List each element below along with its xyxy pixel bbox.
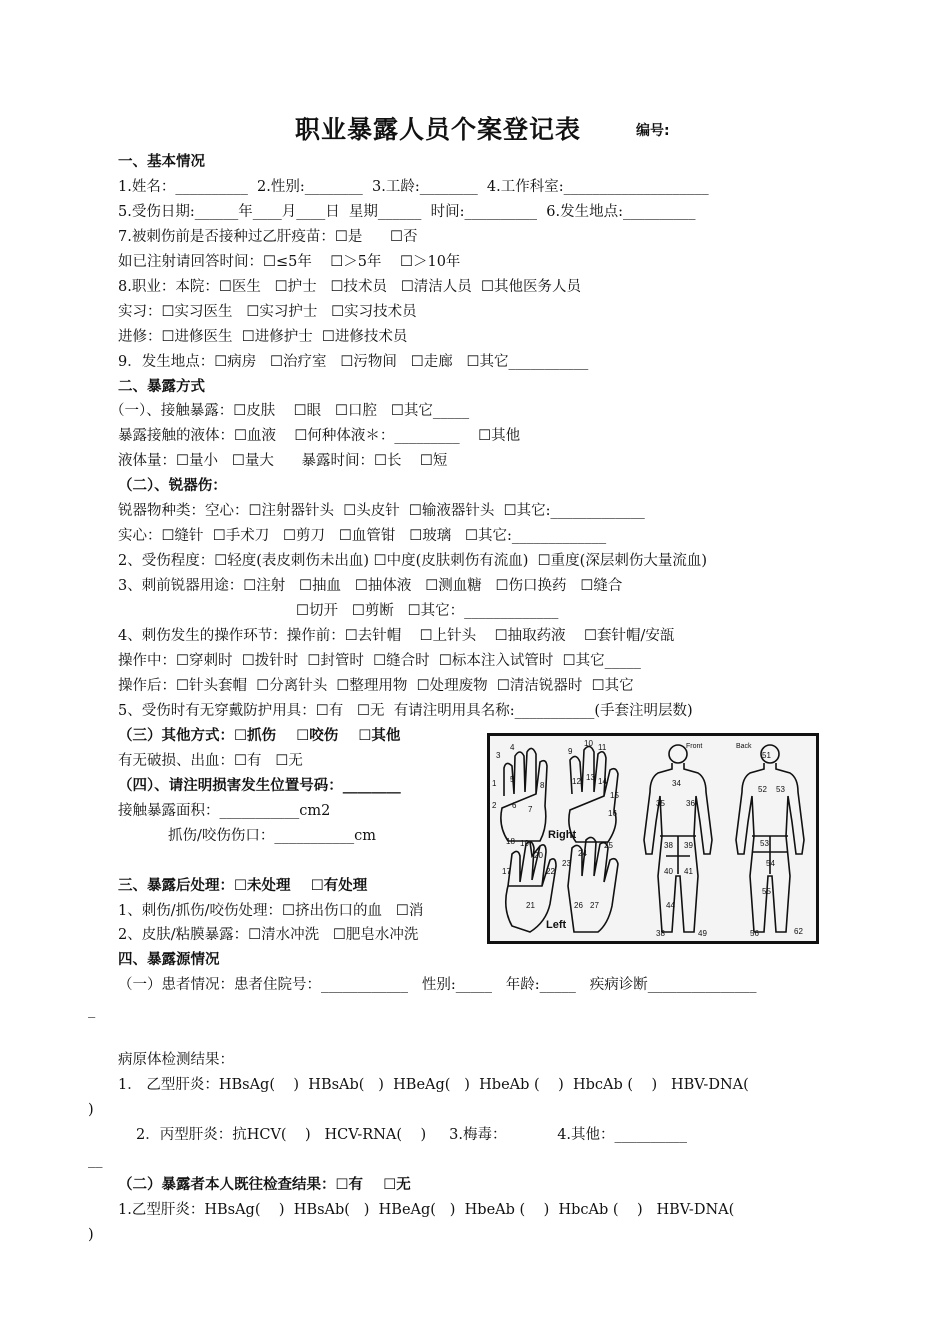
front-body-outline <box>644 745 712 932</box>
hand-label: 13 <box>586 773 595 782</box>
hand-label: 4 <box>510 743 515 752</box>
hand-label: 11 <box>598 743 607 752</box>
form-line: 2、皮肤/粘膜暴露：☐清水冲洗 ☐肥皂水冲洗 <box>118 927 419 943</box>
form-line: （四）、请注明损害发生位置号码：________ <box>118 778 401 794</box>
body-label: 55 <box>762 887 771 896</box>
form-line: ) <box>88 1102 94 1118</box>
back-body-outline <box>736 745 804 932</box>
form-line: （二）、锐器伤： <box>118 478 227 494</box>
form-line: 9．发生地点：☐病房 ☐治疗室 ☐污物间 ☐走廊 ☐其它___________ <box>118 354 589 370</box>
body-label: 53 <box>776 785 785 794</box>
form-line: _ <box>88 1002 96 1018</box>
left-hand <box>506 837 618 932</box>
body-label: 38 <box>656 929 665 938</box>
form-line: ☐切开 ☐剪断 ☐其它：_____________ <box>296 603 559 619</box>
form-line: （三）其他方式：☐抓伤 ☐咬伤 ☐其他 <box>118 728 401 744</box>
hand-label: 24 <box>578 849 587 858</box>
body-label: 51 <box>762 751 771 760</box>
hand-label: 22 <box>546 867 555 876</box>
form-line: 三、暴露后处理：☐未处理 ☐有处理 <box>118 878 368 894</box>
body-label: 38 <box>664 841 673 850</box>
form-line: 进修：☐进修医生 ☐进修护士 ☐进修技术员 <box>118 329 408 345</box>
form-line: 8.职业：本院：☐医生 ☐护士 ☐技术员 ☐清洁人员 ☐其他医务人员 <box>118 279 582 295</box>
hand-label: 26 <box>574 901 583 910</box>
body-map-svg <box>490 736 816 941</box>
serial-number-label: 编号: <box>636 123 670 139</box>
hand-label: 19 <box>520 839 529 848</box>
hand-label: 12 <box>572 777 581 786</box>
body-location-diagram <box>487 733 819 944</box>
hand-label: 9 <box>568 747 573 756</box>
form-line: 2．丙型肝炎：抗HCV( ) HCV-RNA( ) 3.梅毒： 4.其他：__________ <box>136 1127 688 1143</box>
hand-label: 23 <box>562 859 571 868</box>
hand-label: 3 <box>496 751 501 760</box>
form-line: （一）患者情况：患者住院号：____________ 性别:_____ 年龄:_____ 疾病诊断_______________ <box>118 977 757 993</box>
form-line: 操作中：☐穿刺时 ☐拨针时 ☐封管时 ☐缝合时 ☐标本注入试管时 ☐其它_____ <box>118 653 641 669</box>
hand-label: 6 <box>512 801 517 810</box>
hand-label: 14 <box>598 777 607 786</box>
front-label: Front <box>686 743 703 750</box>
body-label: 41 <box>684 867 693 876</box>
hand-label: 2 <box>492 801 497 810</box>
left-hand-label: Left <box>546 919 567 931</box>
right-hand-label: Right <box>548 829 577 841</box>
form-line: 7.被刺伤前是否接种过乙肝疫苗：☐是 ☐否 <box>118 229 418 245</box>
form-line: 锐器物种类：空心：☐注射器针头 ☐头皮针 ☐输液器针头 ☐其它:_____________ <box>118 503 645 519</box>
hand-label: 7 <box>528 805 533 814</box>
form-line: 暴露接触的液体：☐血液 ☐何种体液＊：_________ ☐其他 <box>118 428 521 444</box>
hand-label: 27 <box>590 901 599 910</box>
form-line: 实习：☐实习医生 ☐实习护士 ☐实习技术员 <box>118 304 417 320</box>
body-label: 56 <box>750 929 759 938</box>
form-line: 实心：☐缝针 ☐手术刀 ☐剪刀 ☐血管钳 ☐玻璃 ☐其它:_____________ <box>118 528 607 544</box>
body-label: 62 <box>794 927 803 936</box>
form-line: （一）、接触暴露：☐皮肤 ☐眼 ☐口腔 ☐其它_____ <box>110 403 470 419</box>
body-label: 36 <box>686 799 695 808</box>
body-label: 34 <box>672 779 681 788</box>
form-line: 5.受伤日期:______年____月____日 星期______ 时间:__________ 6.发生地点:__________ <box>118 204 696 220</box>
form-line: 液体量：☐量小 ☐量大 暴露时间：☐长 ☐短 <box>118 453 448 469</box>
form-line: 5、受伤时有无穿戴防护用具：☐有 ☐无 有请注明用具名称:___________(手套注明层数) <box>118 703 693 719</box>
form-line: 病原体检测结果： <box>118 1052 234 1068</box>
form-line: 1、刺伤/抓伤/咬伤处理：☐挤出伤口的血 ☐消 <box>118 903 424 919</box>
hand-label: 5 <box>510 775 515 784</box>
hand-label: 20 <box>534 851 543 860</box>
body-label: 54 <box>766 859 775 868</box>
form-line: 1.姓名：__________ 2.性别:________ 3.工龄:________ 4.工作科室:____________________ <box>118 179 709 195</box>
form-line: （二）暴露者本人既往检查结果：☐有 ☐无 <box>118 1177 411 1193</box>
form-line: 4、刺伤发生的操作环节：操作前：☐去针帽 ☐上针头 ☐抽取药液 ☐套针帽/安瓿 <box>118 628 675 644</box>
body-label: 53 <box>760 839 769 848</box>
hand-label: 21 <box>526 901 535 910</box>
hand-label: 25 <box>604 841 613 850</box>
hand-label: 17 <box>502 867 511 876</box>
body-label: 52 <box>758 785 767 794</box>
form-line: 如已注射请回答时间：☐≤5年 ☐＞5年 ☐＞10年 <box>118 254 461 270</box>
hand-label: 18 <box>506 837 515 846</box>
body-label: 44 <box>666 901 675 910</box>
page-title: 职业暴露人员个案登记表 <box>295 115 582 144</box>
hand-label: 16 <box>608 809 617 818</box>
back-label: Back <box>736 743 752 750</box>
form-line: 抓伤/咬伤伤口：___________cm <box>168 828 377 844</box>
form-line: 接触暴露面积：___________cm2 <box>118 803 331 819</box>
hand-label: 1 <box>492 779 497 788</box>
form-line: 二、暴露方式 <box>118 379 205 395</box>
form-line: 2、受伤程度：☐轻度(表皮刺伤未出血) ☐中度(皮肤刺伤有流血) ☐重度(深层刺伤大量流血) <box>118 553 707 569</box>
body-label: 39 <box>684 841 693 850</box>
form-line: 有无破损、出血：☐有 ☐无 <box>118 753 303 769</box>
form-line: 操作后：☐针头套帽 ☐分离针头 ☐整理用物 ☐处理废物 ☐清洁锐器时 ☐其它 <box>118 678 634 694</box>
form-line: 3、刺前锐器用途：☐注射 ☐抽血 ☐抽体液 ☐测血糖 ☐伤口换药 ☐缝合 <box>118 578 623 594</box>
form-line: 1． 乙型肝炎：HBsAg( ) HBsAb( ) HBeAg( ) HbeAb ( ) HbcAb ( ) HBV-DNA( <box>118 1077 749 1093</box>
hand-label: 8 <box>540 781 545 790</box>
form-line: 四、暴露源情况 <box>118 952 220 968</box>
body-label: 49 <box>698 929 707 938</box>
hand-label: 10 <box>584 739 593 748</box>
body-label: 40 <box>664 867 673 876</box>
form-line: 一、基本情况 <box>118 154 205 170</box>
body-label: 35 <box>656 799 665 808</box>
hand-label: 15 <box>610 791 619 800</box>
form-line: __ <box>88 1152 103 1168</box>
form-line: ) <box>88 1227 94 1243</box>
form-line: 1.乙型肝炎：HBsAg( ) HBsAb( ) HBeAg( ) HbeAb ( ) HbcAb ( ) HBV-DNA( <box>118 1202 735 1218</box>
